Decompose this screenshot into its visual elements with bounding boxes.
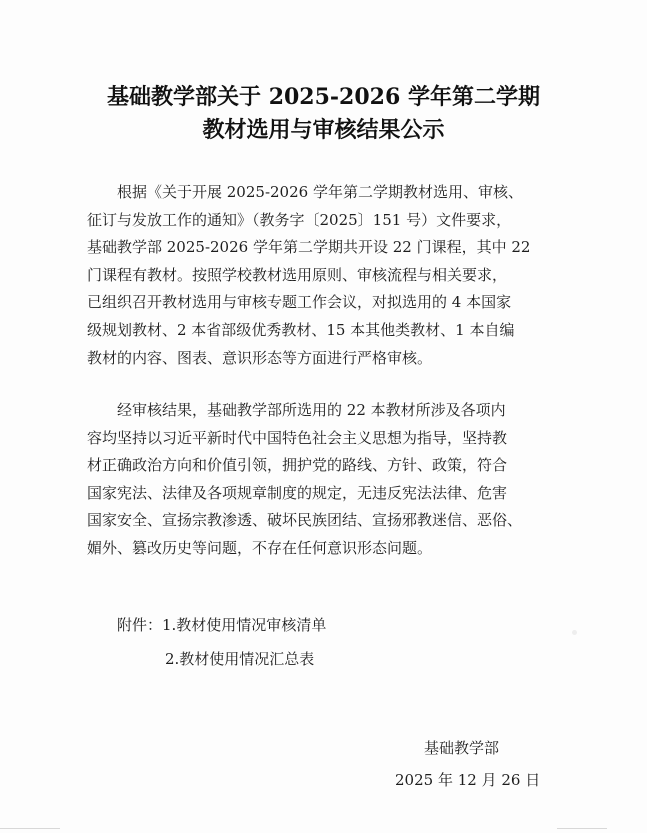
attachment-item-1: 附件：1.教材使用情况审核清单	[117, 616, 327, 634]
scan-speck	[572, 630, 577, 635]
paragraph-line: 已组织召开教材选用与审核专题工作会议，对拟选用的 4 本国家	[87, 293, 512, 312]
body-paragraph-2	[87, 397, 587, 563]
document-title-line-1: 基础教学部关于 2025-2026 学年第二学期	[107, 84, 540, 110]
document-title-line-2: 教材选用与审核结果公示	[202, 117, 445, 143]
paragraph-line: 级规划教材、2 本省部级优秀教材、15 本其他类教材、1 本自编	[87, 320, 515, 339]
attachment-item-2: 2.教材使用情况汇总表	[165, 650, 315, 668]
paragraph-line: 国家宪法、法律及各项规章制度的规定，无违反宪法法律、危害	[87, 483, 508, 502]
paragraph-line: 基础教学部 2025-2026 学年第二学期共开设 22 门课程，其中 22	[87, 238, 531, 257]
paragraph-line: 教材的内容、图表、意识形态等方面进行严格审核。	[87, 348, 433, 367]
page-edge-mark-left	[0, 828, 60, 829]
signature-organization: 基础教学部	[424, 739, 500, 757]
paragraph-line: 国家安全、宣扬宗教渗透、破坏民族团结、宣扬邪教迷信、恶俗、	[87, 511, 523, 530]
paragraph-line: 征订与发放工作的通知》（教务字〔2025〕151 号）文件要求，	[87, 210, 512, 229]
paragraph-line: 门课程有教材。按照学校教材选用原则、审核流程与相关要求，	[87, 265, 508, 284]
paragraph-line: 容均坚持以习近平新时代中国特色社会主义思想为指导，坚持教	[87, 428, 508, 447]
signature-date: 2025 年 12 月 26 日	[395, 771, 541, 789]
page-edge-mark-right	[557, 828, 607, 829]
body-paragraph-1	[87, 179, 587, 372]
paragraph-line: 材正确政治方向和价值引领，拥护党的路线、方针、政策，符合	[87, 456, 508, 475]
paragraph-line: 经审核结果，基础教学部所选用的 22 本教材所涉及各项内	[117, 401, 506, 419]
paragraph-line: 根据《关于开展 2025-2026 学年第二学期教材选用、审核、	[117, 183, 523, 201]
paragraph-line: 媚外、篡改历史等问题，不存在任何意识形态问题。	[87, 538, 433, 557]
